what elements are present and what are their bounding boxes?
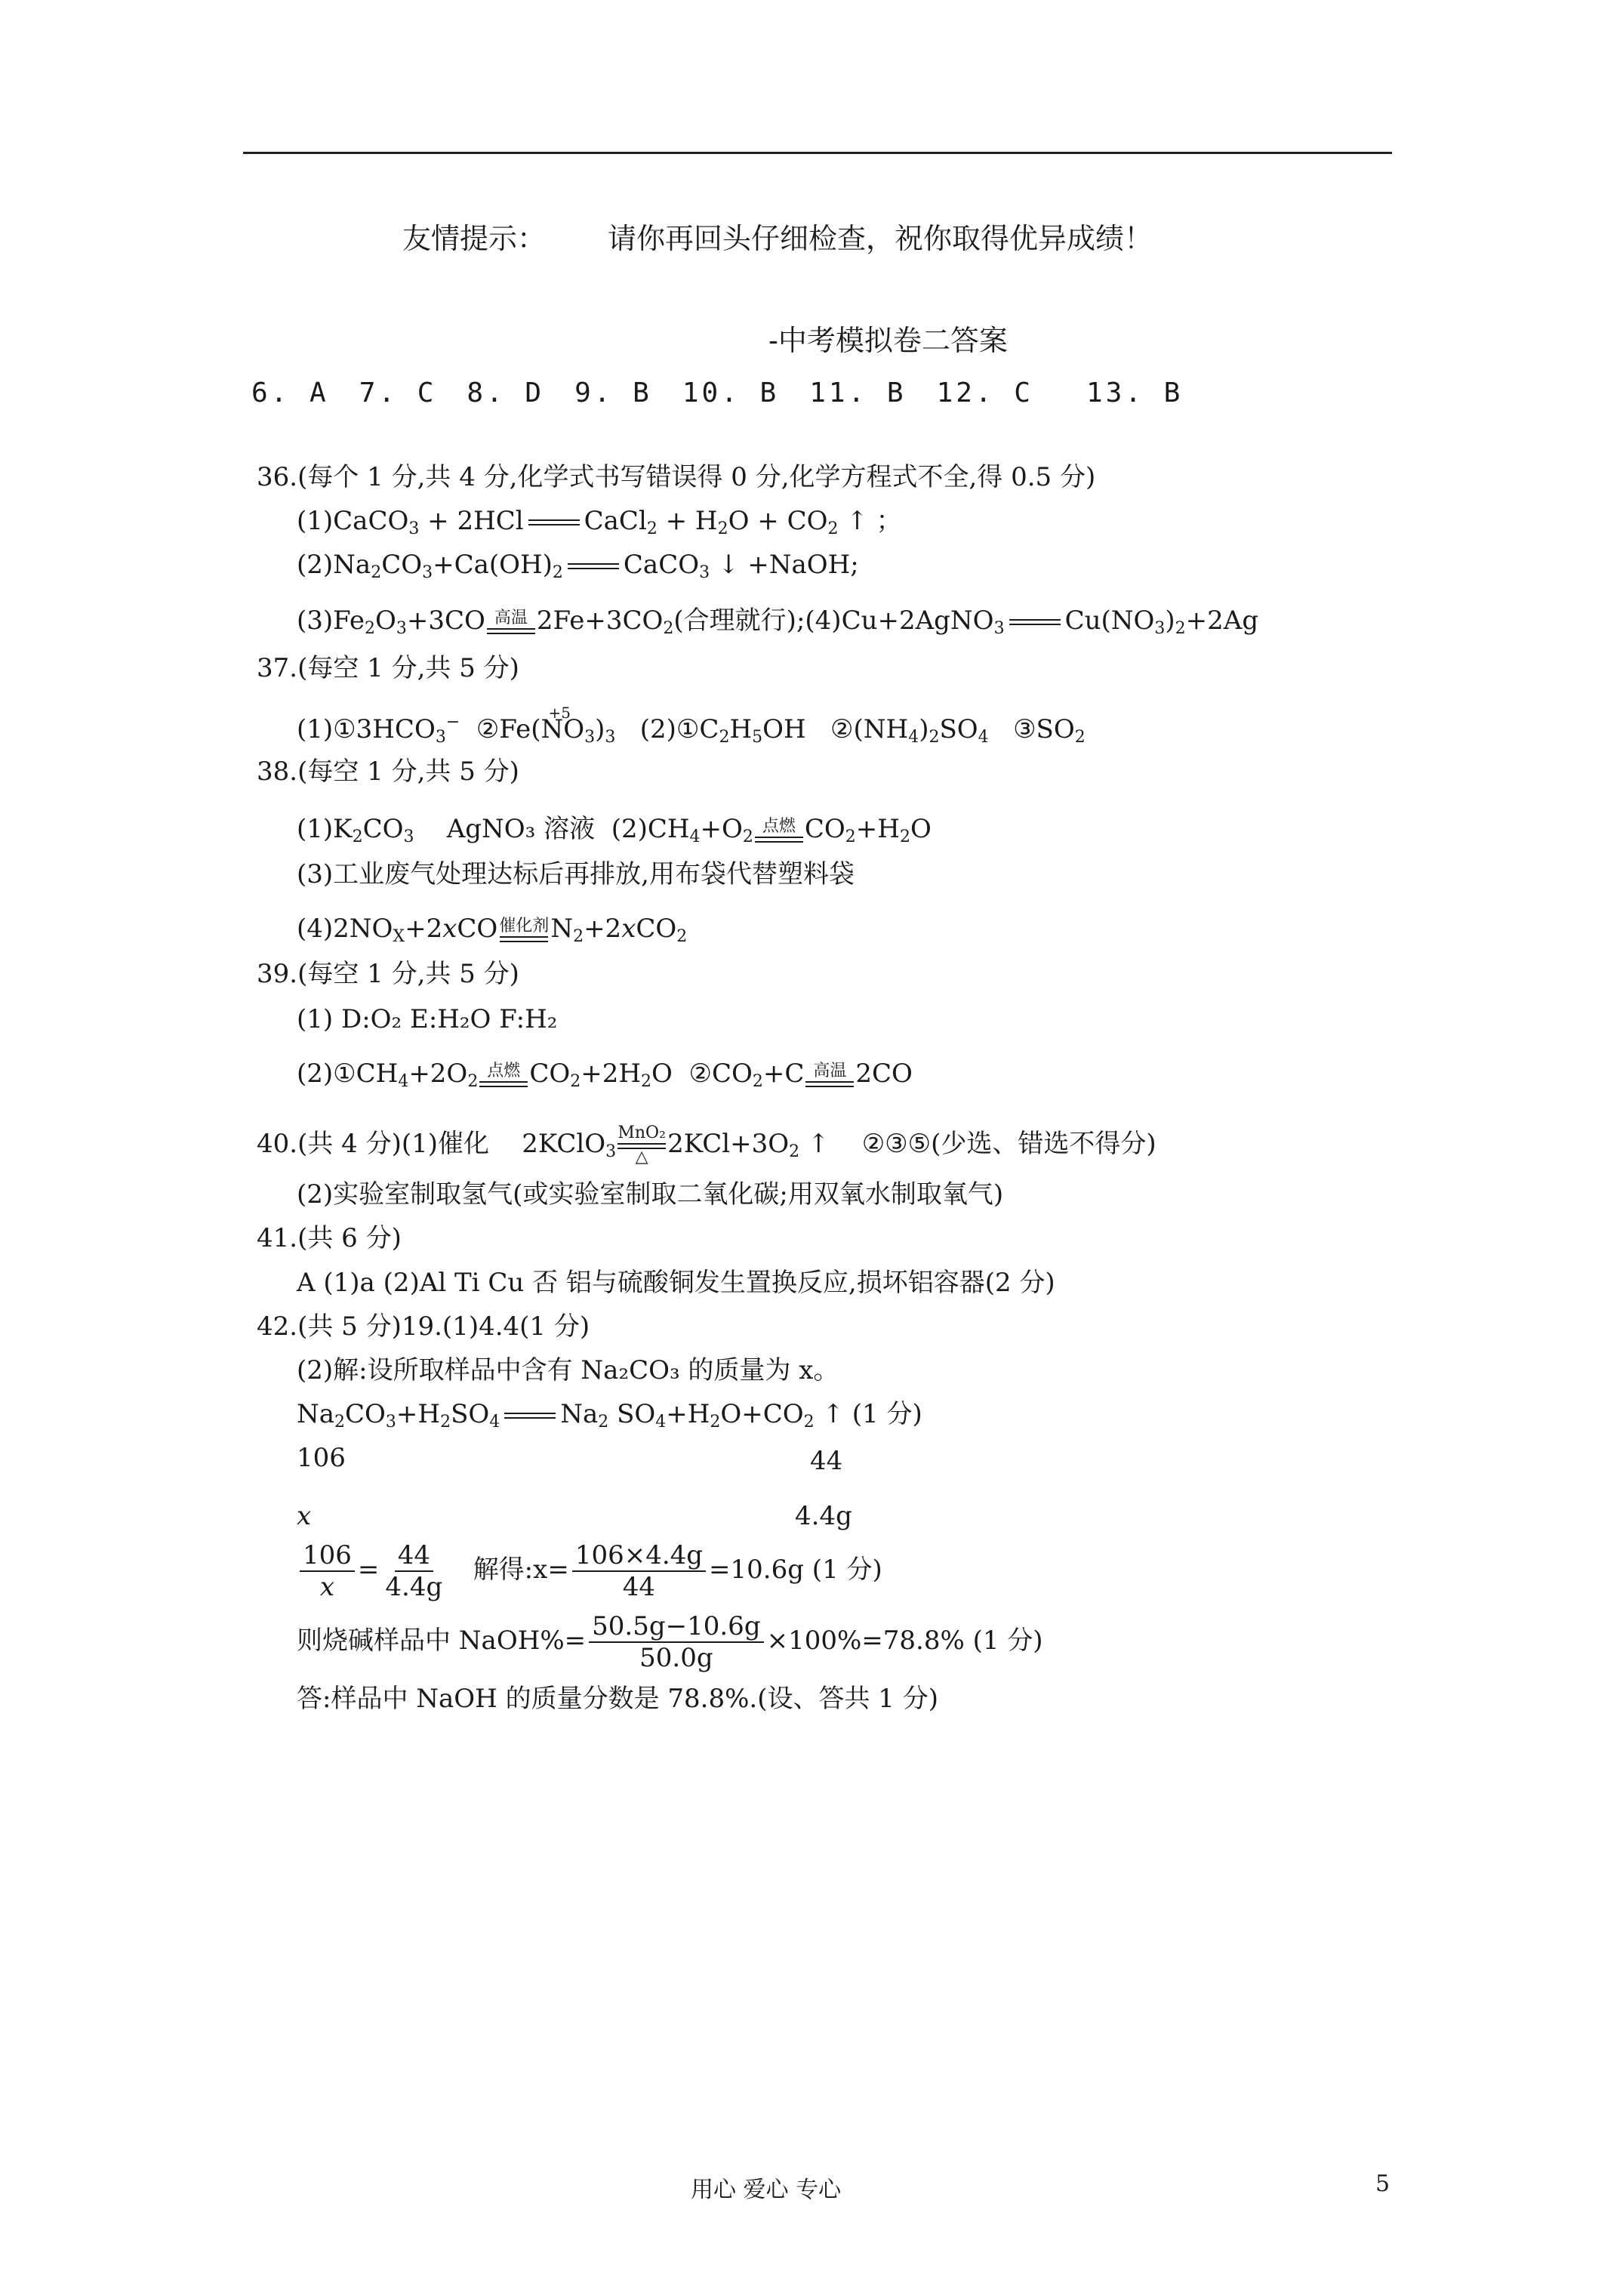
q39-heading: 39.(每空 1 分,共 5 分) — [257, 959, 519, 989]
q42-percentage: 则烧碱样品中 NaOH%= $\frac{50.5g-10.6g}{50.0g}$ ×100%=78.8% (1 分) — [297, 1611, 1043, 1673]
q37-heading: 37.(每空 1 分,共 5 分) — [257, 653, 519, 683]
q42-answer: 答:样品中 NaOH 的质量分数是 78.8%.(设、答共 1 分) — [297, 1684, 939, 1714]
mc-answer: 13. B — [1086, 378, 1184, 408]
q41-line1: A (1)a (2)Al Ti Cu 否 铝与硫酸铜发生置换反应,损坏铝容器(2 分) — [297, 1268, 1055, 1298]
q42-proportion: $\frac{106}{x}$ = $\frac{44}{4.4g}$ 解得:x= $\frac{106\times 4.4g}{44}$ =10.6g (1 分) — [297, 1540, 882, 1602]
q39-line1: (1) D:O₂ E:H₂O F:H₂ — [297, 1004, 558, 1034]
q42-line2: (2)解:设所取样品中含有 Na₂CO₃ 的质量为 x。 — [297, 1355, 839, 1385]
mc-answer: 10. B — [682, 378, 780, 408]
mc-answer: 11. B — [809, 378, 907, 408]
q39-line2: $(2)①CH_4+2O_2$ 点燃 $CO_2+2H_2O$ $②CO_2+C$ 高温 2CO — [297, 1059, 913, 1091]
q36-eq2: $(2)Na_2CO_3+Ca(OH)_2$ CaCO$_3$ ↓ +NaOH; — [297, 550, 859, 582]
q42-mass-44g: 4.4g — [795, 1501, 852, 1531]
q38-heading: 38.(每空 1 分,共 5 分) — [257, 757, 519, 787]
mc-answer: 8. D — [467, 378, 545, 408]
q37-answers: $(1)①3HCO_3^-$ ②Fe(N +5 $O_3)_3$ $(2)①C_2H_5OH$ $②(NH_4)_2SO_4$ $③SO_2$ — [297, 704, 1086, 747]
q41-heading: 41.(共 6 分) — [257, 1223, 402, 1253]
q42-heading: 42.(共 5 分)19.(1)4.4(1 分) — [257, 1311, 590, 1342]
answer-title: -中考模拟卷二答案 — [768, 324, 1008, 357]
q36-heading: 36.(每个 1 分,共 4 分,化学式书写错误得 0 分,化学方程式不全,得 0.5 分) — [257, 462, 1096, 492]
q42-mass-x: x — [297, 1501, 312, 1531]
mc-answer: 6. A — [251, 378, 329, 408]
mc-answer: 9. B — [574, 378, 652, 408]
q38-line4: $(4)2NO_X+2xCO$ 催化剂 $N_2+2xCO_2$ — [297, 914, 688, 946]
header-rule — [243, 152, 1392, 154]
q36-eq1: (1)CaCO$_3$ + 2HCl CaCl$_2$ + $H_2O + CO_2$ ↑ ； — [297, 506, 902, 538]
q42-molar-106: 106 — [297, 1443, 346, 1473]
mc-answer: 12. C — [936, 378, 1033, 408]
tip-label: 友情提示： — [402, 222, 547, 255]
page-number: 5 — [1375, 2171, 1390, 2197]
tip-message: 请你再回头仔细检查，祝你取得优异成绩！ — [608, 222, 1153, 255]
q42-molar-44: 44 — [810, 1446, 843, 1476]
footer-motto: 用心 爱心 专心 — [691, 2177, 842, 2203]
mc-answer: 7. C — [359, 378, 437, 408]
q38-line1: $(1)K_2CO_3$ AgNO₃ 溶液 $(2)CH_4+O_2$ 点燃 $CO_2+H_2O$ — [297, 814, 932, 846]
q36-eq3: $(3)Fe_2O_3+3CO$ 高温 $2Fe+3CO_2$(合理就行);(4)Cu+2AgNO$_3$ $Cu(NO_3)_2+2Ag$ — [297, 606, 1259, 638]
multiple-choice-answers — [251, 378, 1213, 408]
q42-equation: $Na_2CO_3+H_2SO_4$ $Na_2$ $SO_4+H_2O+CO_2$ ↑ (1 分) — [297, 1399, 922, 1432]
q40-line1: 40.(共 4 分)(1)催化 2KClO$_3$ MnO₂ △ $2KCl+3O_2$ ↑ ②③⑤(少选、错选不得分) — [257, 1123, 1156, 1166]
q40-line2: (2)实验室制取氢气(或实验室制取二氧化碳;用双氧水制取氧气) — [297, 1179, 1004, 1210]
q38-line3: (3)工业废气处理达标后再排放,用布袋代替塑料袋 — [297, 859, 855, 889]
